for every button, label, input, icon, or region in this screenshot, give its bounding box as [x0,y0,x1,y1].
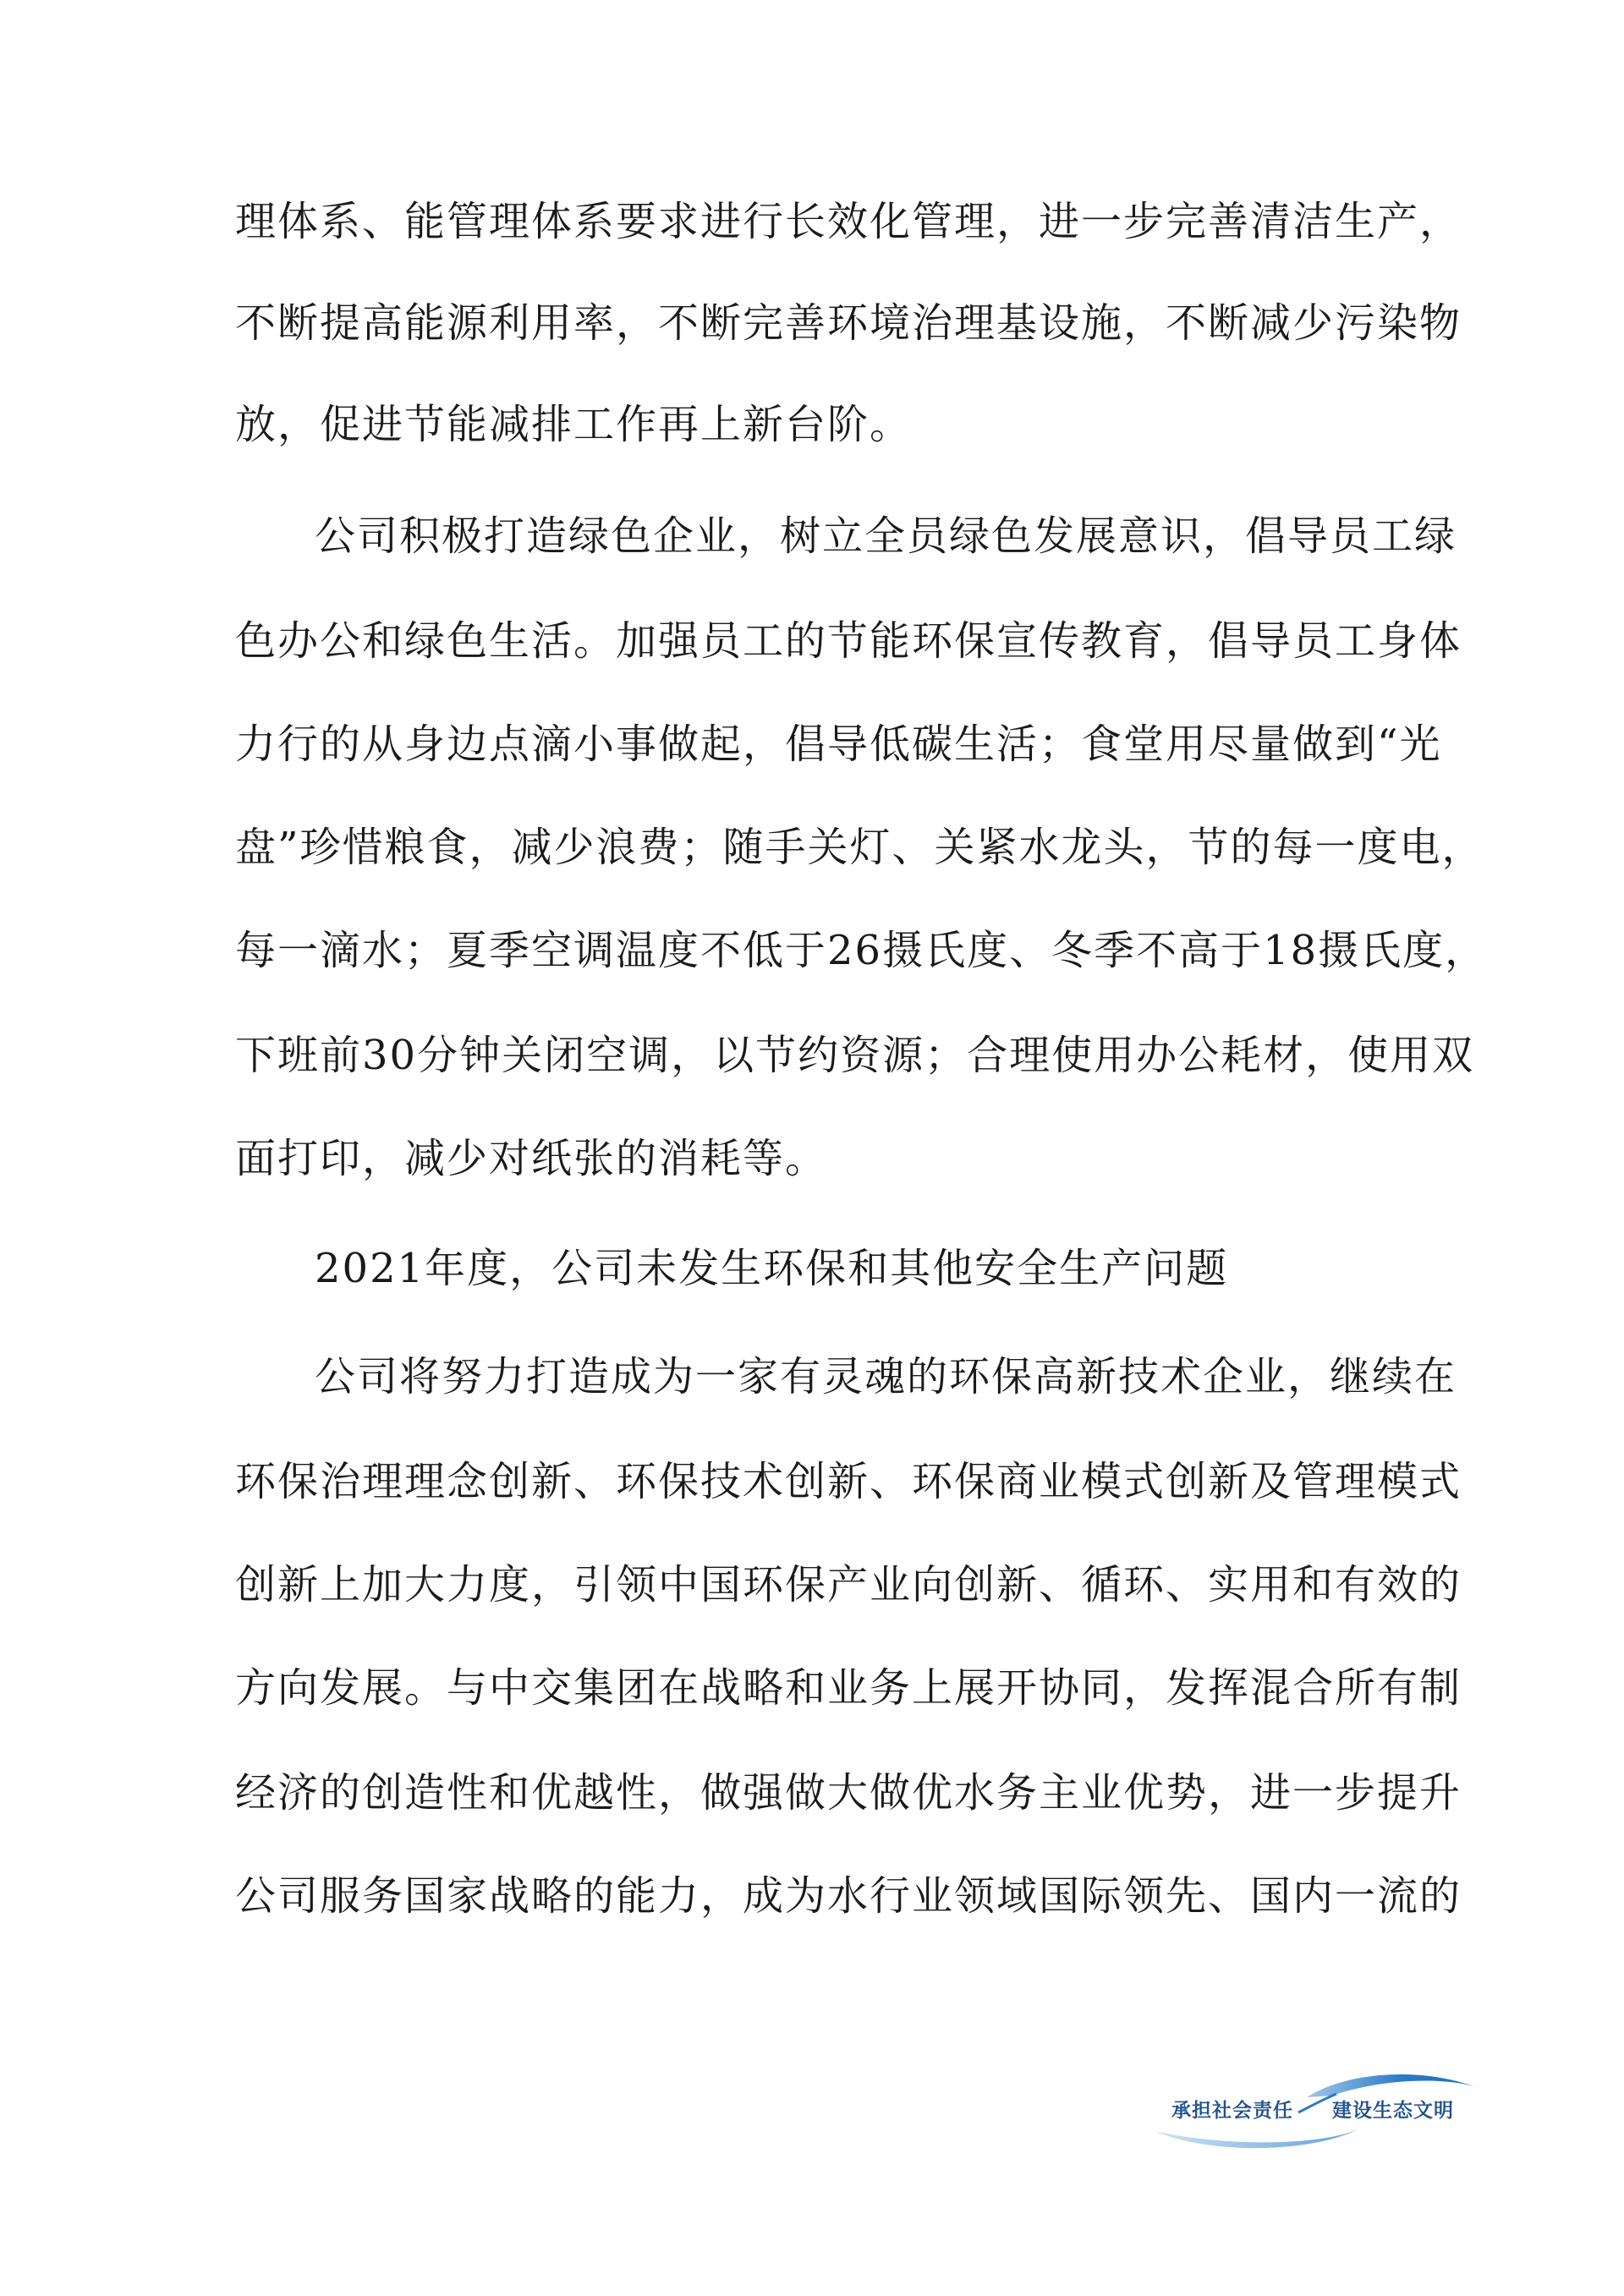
footer-slogan [1138,2063,1510,2156]
paragraph-4-line-1: 公司将努力打造成为一家有灵魂的环保高新技术企业，继续在 [315,1353,1457,1400]
paragraph-3-line-1: 2021年度，公司未发生环保和其他安全生产问题 [315,1245,1229,1292]
paragraph-2-line-7: 面打印，减少对纸张的消耗等。 [235,1135,828,1182]
paragraph-1-line-1: 理体系、能管理体系要求进行长效化管理，进一步完善清洁生产， [235,198,1462,245]
paragraph-2-line-6: 下班前30分钟关闭空调，以节约资源；合理使用办公耗材，使用双 [235,1032,1475,1079]
slogan-left-text: 承担社会责任 [1171,2100,1293,2122]
paragraph-4-line-4: 方向发展。与中交集团在战略和业务上展开协同，发挥混合所有制 [235,1664,1462,1712]
paragraph-2-line-3: 力行的从身边点滴小事做起，倡导低碳生活；食堂用尽量做到“光 [235,721,1442,768]
paragraph-1-line-2: 不断提高能源利用率，不断完善环境治理基设施，不断减少污染物 [235,299,1462,347]
paragraph-2-line-2: 色办公和绿色生活。加强员工的节能环保宣传教育，倡导员工身体 [235,617,1462,665]
paragraph-1-line-3: 放，促进节能减排工作再上新台阶。 [235,401,913,448]
paragraph-2-line-1: 公司积极打造绿色企业，树立全员绿色发展意识，倡导员工绿 [315,512,1457,560]
paragraph-4-line-6: 公司服务国家战略的能力，成为水行业领域国际领先、国内一流的 [235,1872,1462,1920]
paragraph-2-line-4: 盘”珍惜粮食，减少浪费；随手关灯、关紧水龙头，节的每一度电， [235,824,1484,871]
paragraph-4-line-3: 创新上加大力度，引领中国环保产业向创新、循环、实用和有效的 [235,1561,1462,1608]
slogan-right-text: 建设生态文明 [1332,2100,1454,2122]
paragraph-4-line-2: 环保治理理念创新、环保技术创新、环保商业模式创新及管理模式 [235,1458,1462,1505]
paragraph-2-line-5: 每一滴水；夏季空调温度不低于26摄氏度、冬季不高于18摄氏度， [235,927,1488,974]
paragraph-4-line-5: 经济的创造性和优越性，做强做大做优水务主业优势，进一步提升 [235,1769,1462,1817]
